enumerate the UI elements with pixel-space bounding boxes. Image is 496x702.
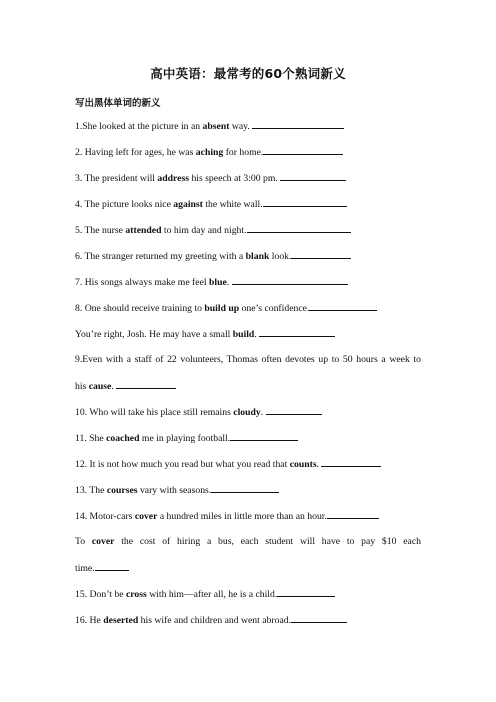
- answer-blank[interactable]: [211, 483, 279, 493]
- exercise-sentence-line1: To cover the cost of hiring a bus, each student will have to pay $10 each: [75, 536, 421, 547]
- answer-blank[interactable]: [321, 457, 381, 467]
- exercise-sentence: 11. She coached me in playing football.: [75, 431, 421, 445]
- exercise-sentence: 4. The picture looks nice against the white wall.: [75, 197, 421, 211]
- answer-blank[interactable]: [263, 197, 347, 207]
- exercise-sentence: 7. His songs always make me feel blue.: [75, 275, 421, 289]
- exercise-sentence: You’re right, Josh. He may have a small build.: [75, 327, 421, 341]
- page-title: 高中英语：最常考的60个熟词新义: [150, 66, 346, 81]
- exercise-sentence: 5. The nurse attended to him day and night.: [75, 223, 421, 237]
- answer-blank[interactable]: [263, 145, 343, 155]
- answer-blank[interactable]: [266, 405, 322, 415]
- answer-blank[interactable]: [309, 301, 377, 311]
- answer-blank[interactable]: [327, 509, 379, 519]
- instructions-heading: 写出黑体单词的新义: [75, 98, 161, 109]
- answer-blank[interactable]: [116, 379, 176, 389]
- exercise-sentence-line1: 9.Even with a staff of 22 volunteers, Thomas often devotes up to 50 hours a week to: [75, 354, 421, 365]
- exercise-sentence: 6. The stranger returned my greeting with a blank look.: [75, 249, 421, 263]
- answer-blank[interactable]: [259, 327, 335, 337]
- answer-blank[interactable]: [247, 223, 351, 233]
- exercise-sentence-line2: time.: [75, 561, 421, 575]
- exercise-sentence: 14. Motor-cars cover a hundred miles in little more than an hour.: [75, 509, 421, 523]
- answer-blank[interactable]: [252, 119, 344, 129]
- exercise-sentence: 13. The courses vary with seasons.: [75, 483, 421, 497]
- exercise-sentence-line2: his cause.: [75, 379, 421, 393]
- exercise-sentence: 1.She looked at the picture in an absent way.: [75, 119, 421, 133]
- answer-blank[interactable]: [230, 431, 298, 441]
- answer-blank[interactable]: [291, 613, 347, 623]
- exercise-sentence: 15. Don’t be cross with him—after all, he is a child.: [75, 587, 421, 601]
- exercise-sentence: 16. He deserted his wife and children and went abroad.: [75, 613, 421, 627]
- exercise-sentence: 8. One should receive training to build up one’s confidence.: [75, 301, 421, 315]
- answer-blank[interactable]: [291, 249, 351, 259]
- exercise-sentence: 10. Who will take his place still remains cloudy.: [75, 405, 421, 419]
- exercise-sentence: 3. The president will address his speech at 3:00 pm.: [75, 171, 421, 185]
- exercise-sentence: 12. It is not how much you read but what you read that counts.: [75, 457, 421, 471]
- answer-blank[interactable]: [280, 171, 346, 181]
- answer-blank[interactable]: [232, 275, 348, 285]
- answer-blank[interactable]: [95, 561, 129, 571]
- answer-blank[interactable]: [277, 587, 335, 597]
- exercise-sentence: 2. Having left for ages, he was aching for home.: [75, 145, 421, 159]
